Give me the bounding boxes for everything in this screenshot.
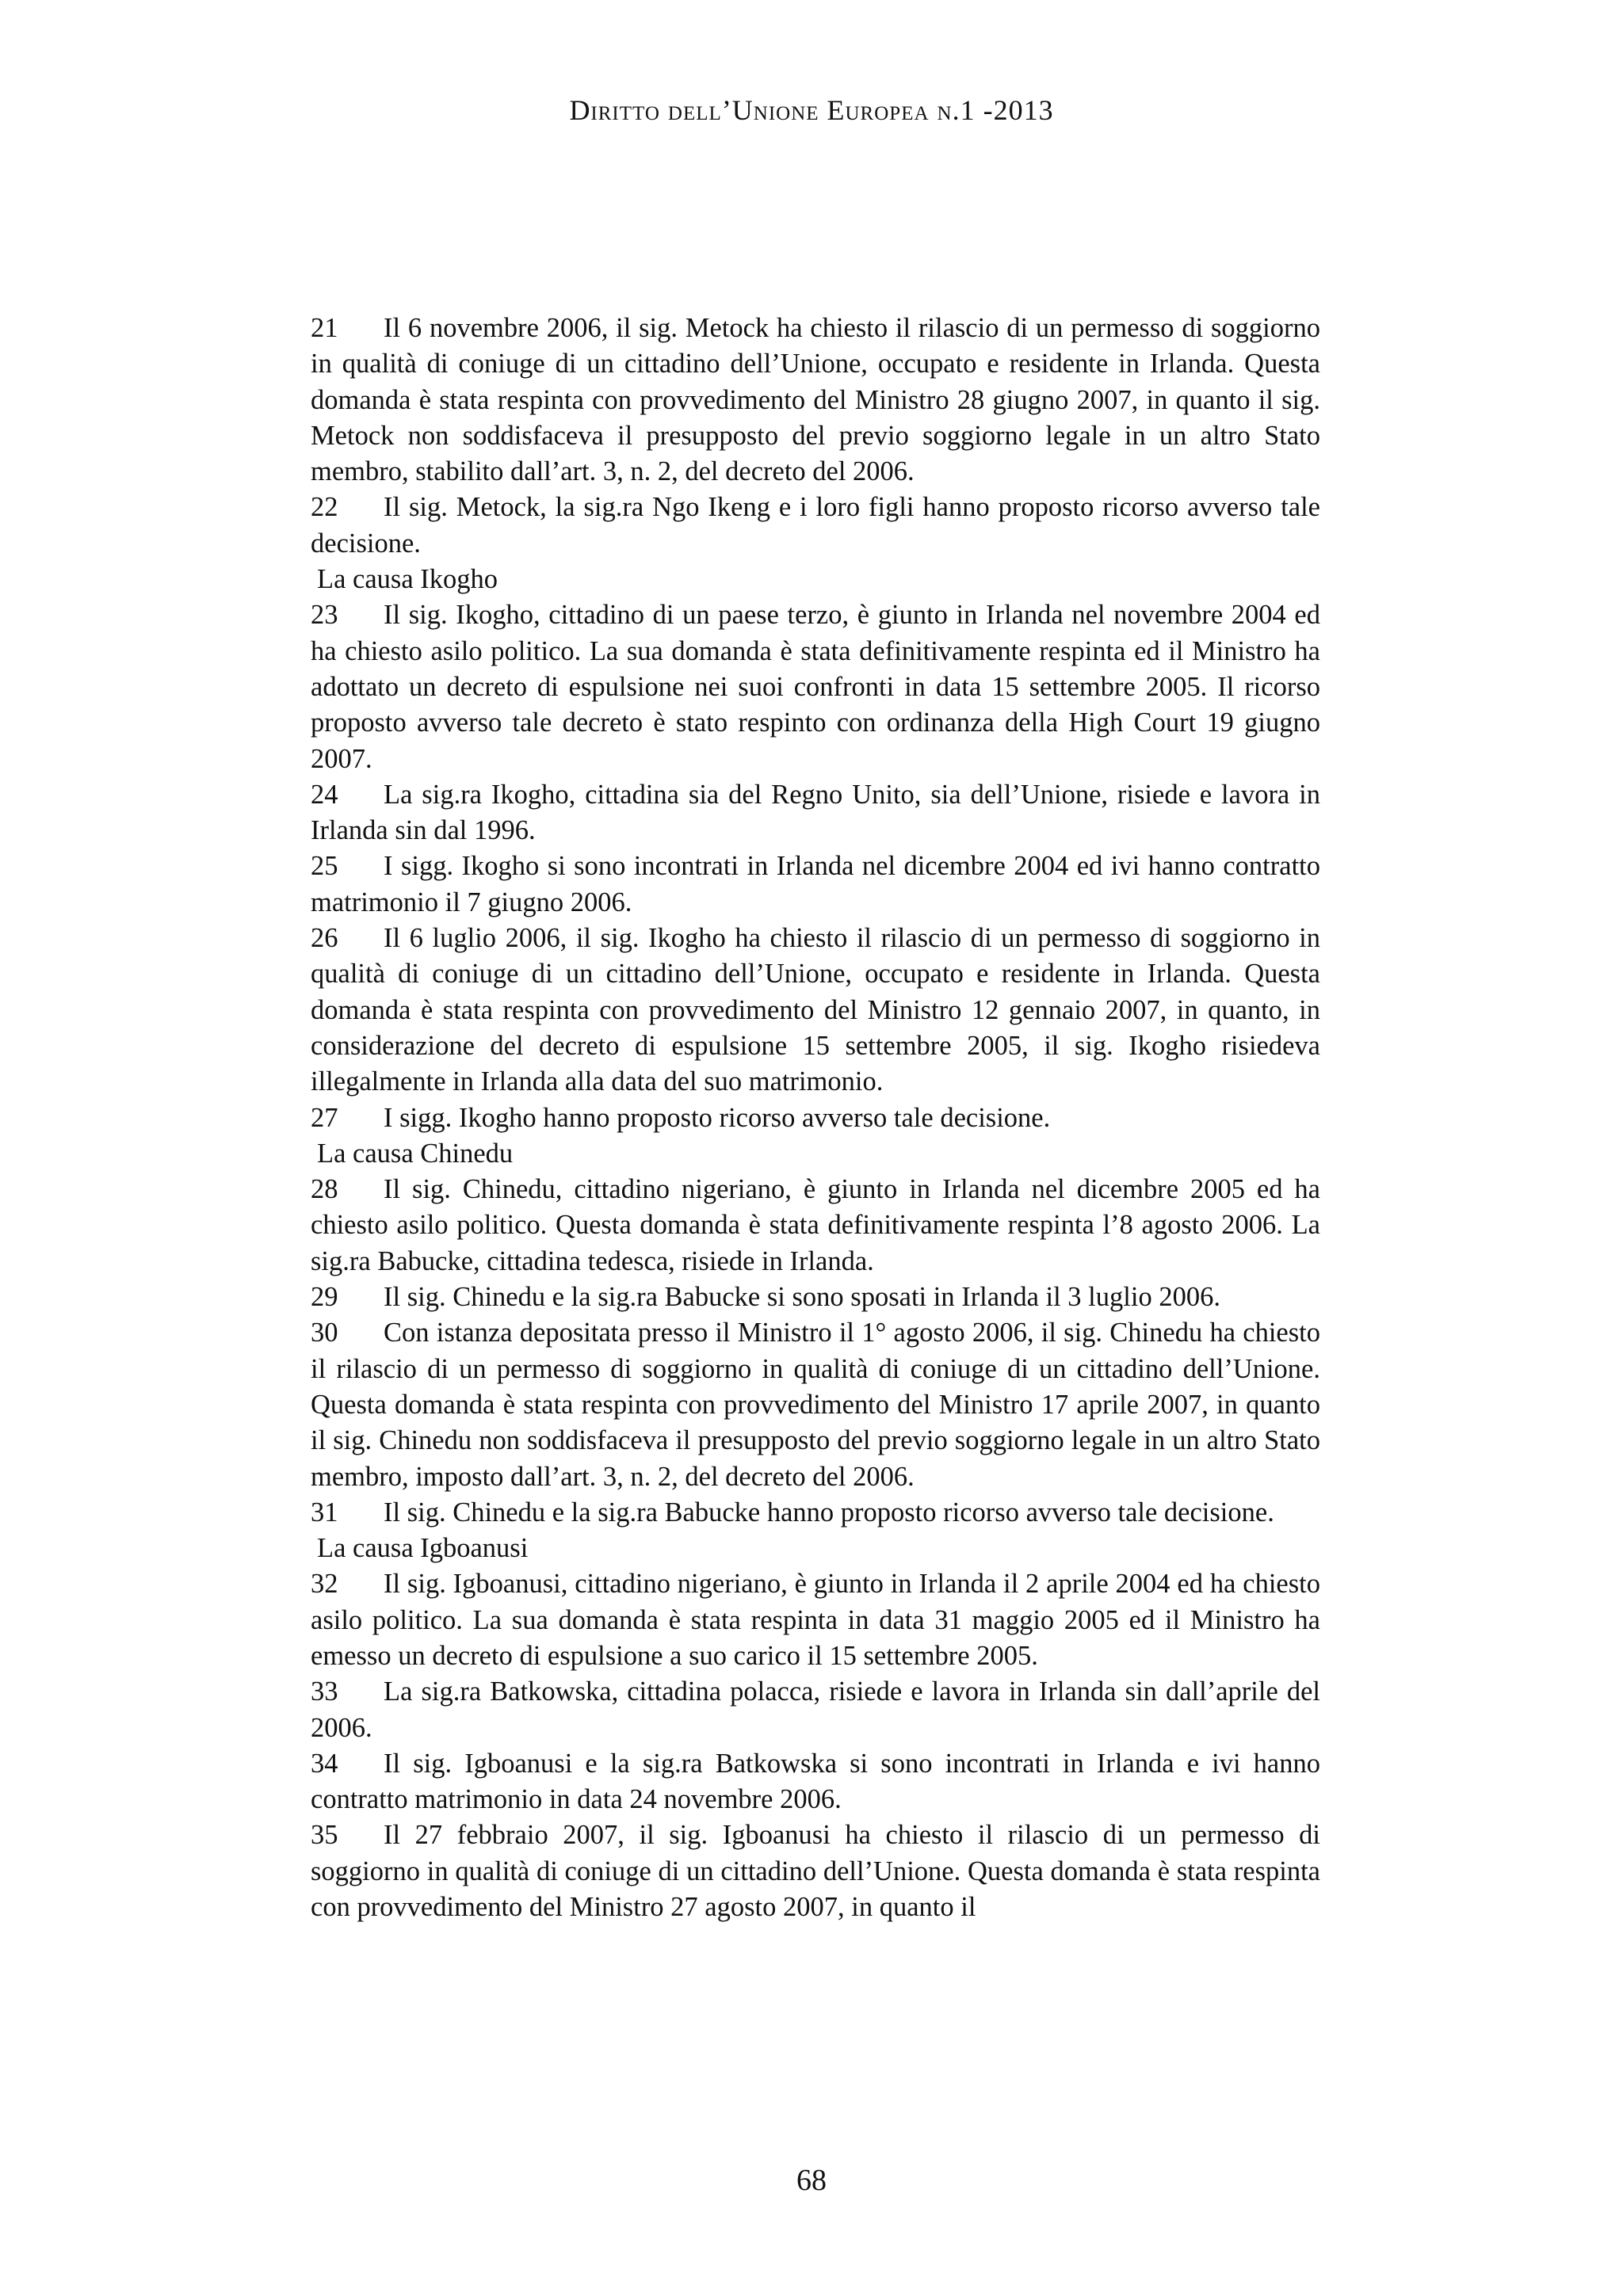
paragraph-number: 22 [311, 492, 338, 523]
section-heading-igboanusi: La causa Igboanusi [317, 1533, 529, 1564]
paragraph-27 [311, 1100, 1320, 1136]
paragraph-33 [311, 1674, 1320, 1746]
paragraph-number: 25 [311, 851, 338, 882]
section-heading-chinedu: La causa Chinedu [317, 1138, 514, 1169]
paragraph-34 [311, 1746, 1320, 1818]
paragraph-35 [311, 1817, 1320, 1925]
paragraph-29 [311, 1280, 1320, 1315]
section-heading-ikogho: La causa Ikogho [317, 564, 498, 595]
paragraph-number: 26 [311, 923, 338, 954]
paragraph-number: 35 [311, 1820, 338, 1851]
paragraph-text: Il 6 luglio 2006, il sig. Ikogho ha chiesto il rilascio di un permesso di soggiorno in qualità di coniuge di un cittadino dell’Unione, occupato e residente in Irlanda. Questa domanda è stata respinta con provvedimento del Ministro 12 gennaio 2007, in quanto, in considerazione del decreto di espulsione 15 settembre 2005, il sig. Ikogho risiedeva illegalmente in Irlanda alla data del suo matrimonio. [311, 923, 1320, 1097]
paragraph-number: 32 [311, 1569, 338, 1600]
paragraph-28 [311, 1172, 1320, 1280]
paragraph-text: Il sig. Metock, la sig.ra Ngo Ikeng e i loro figli hanno proposto ricorso avverso tale decisione. [311, 492, 1320, 559]
paragraph-22 [311, 490, 1320, 562]
paragraph-number: 23 [311, 600, 338, 631]
paragraph-number: 31 [311, 1497, 338, 1527]
running-header: Diritto dell’Unione Europea n.1 -2013 [569, 94, 1054, 126]
paragraph-text: Il sig. Chinedu e la sig.ra Babucke si sono sposati in Irlanda il 3 luglio 2006. [384, 1282, 1220, 1313]
paragraph-text: La sig.ra Batkowska, cittadina polacca, risiede e lavora in Irlanda sin dall’aprile del 2006. [311, 1676, 1320, 1743]
paragraph-text: Il sig. Igboanusi, cittadino nigeriano, è giunto in Irlanda il 2 aprile 2004 ed ha chiesto asilo politico. La sua domanda è stata respinta in data 31 maggio 2005 ed il Ministro ha emesso un decreto di espulsione a suo carico il 15 settembre 2005. [311, 1569, 1320, 1671]
paragraph-30 [311, 1315, 1320, 1494]
paragraph-26 [311, 921, 1320, 1100]
paragraph-21 [311, 311, 1320, 490]
paragraph-text: La sig.ra Ikogho, cittadina sia del Regno Unito, sia dell’Unione, risiede e lavora in Irlanda sin dal 1996. [311, 779, 1320, 846]
paragraph-24 [311, 777, 1320, 849]
paragraph-31 [311, 1495, 1320, 1531]
paragraph-text: I sigg. Ikogho hanno proposto ricorso avverso tale decisione. [384, 1102, 1051, 1133]
paragraph-number: 29 [311, 1282, 338, 1313]
paragraph-text: Il sig. Igboanusi e la sig.ra Batkowska si sono incontrati in Irlanda e ivi hanno contratto matrimonio in data 24 novembre 2006. [311, 1748, 1320, 1815]
paragraph-text: Il 6 novembre 2006, il sig. Metock ha chiesto il rilascio di un permesso di soggiorno in qualità di coniuge di un cittadino dell’Unione, occupato e residente in Irlanda. Questa domanda è stata respinta con provvedimento del Ministro 28 giugno 2007, in quanto il sig. Metock non soddisfaceva il presupposto del previo soggiorno legale in un altro Stato membro, stabilito dall’art. 3, n. 2, del decreto del 2006. [311, 313, 1320, 487]
paragraph-number: 27 [311, 1102, 338, 1133]
paragraph-number: 30 [311, 1318, 338, 1348]
document-body [311, 311, 1320, 1925]
paragraph-text: Il sig. Chinedu, cittadino nigeriano, è giunto in Irlanda nel dicembre 2005 ed ha chiesto asilo politico. Questa domanda è stata definitivamente respinta l’8 agosto 2006. La sig.ra Babucke, cittadina tedesca, risiede in Irlanda. [311, 1174, 1320, 1276]
paragraph-text: Il sig. Ikogho, cittadino di un paese terzo, è giunto in Irlanda nel novembre 2004 ed ha chiesto asilo politico. La sua domanda è stata definitivamente respinta ed il Ministro ha adottato un decreto di espulsione nei suoi confronti in data 15 settembre 2005. Il ricorso proposto avverso tale decreto è stato respinto con ordinanza della High Court 19 giugno 2007. [311, 600, 1320, 774]
paragraph-text: Il sig. Chinedu e la sig.ra Babucke hanno proposto ricorso avverso tale decisione. [384, 1497, 1274, 1527]
paragraph-text: I sigg. Ikogho si sono incontrati in Irlanda nel dicembre 2004 ed ivi hanno contratto matrimonio il 7 giugno 2006. [311, 851, 1320, 917]
paragraph-text: Con istanza depositata presso il Ministro il 1° agosto 2006, il sig. Chinedu ha chiesto il rilascio di un permesso di soggiorno in qualità di coniuge di un cittadino dell’Unione. Questa domanda è stata respinta con provvedimento del Ministro 17 aprile 2007, in quanto il sig. Chinedu non soddisfaceva il presupposto del previo soggiorno legale in un altro Stato membro, imposto dall’art. 3, n. 2, del decreto del 2006. [311, 1318, 1320, 1492]
paragraph-23 [311, 597, 1320, 776]
page-number: 68 [796, 2164, 827, 2197]
paragraph-number: 33 [311, 1676, 338, 1707]
paragraph-25 [311, 849, 1320, 921]
paragraph-number: 34 [311, 1748, 338, 1779]
paragraph-text: Il 27 febbraio 2007, il sig. Igboanusi ha chiesto il rilascio di un permesso di soggiorno in qualità di coniuge di un cittadino dell’Unione. Questa domanda è stata respinta con provvedimento del Ministro 27 agosto 2007, in quanto il [311, 1820, 1320, 1923]
paragraph-number: 28 [311, 1174, 338, 1205]
paragraph-number: 21 [311, 313, 338, 343]
paragraph-32 [311, 1566, 1320, 1674]
paragraph-number: 24 [311, 779, 338, 810]
